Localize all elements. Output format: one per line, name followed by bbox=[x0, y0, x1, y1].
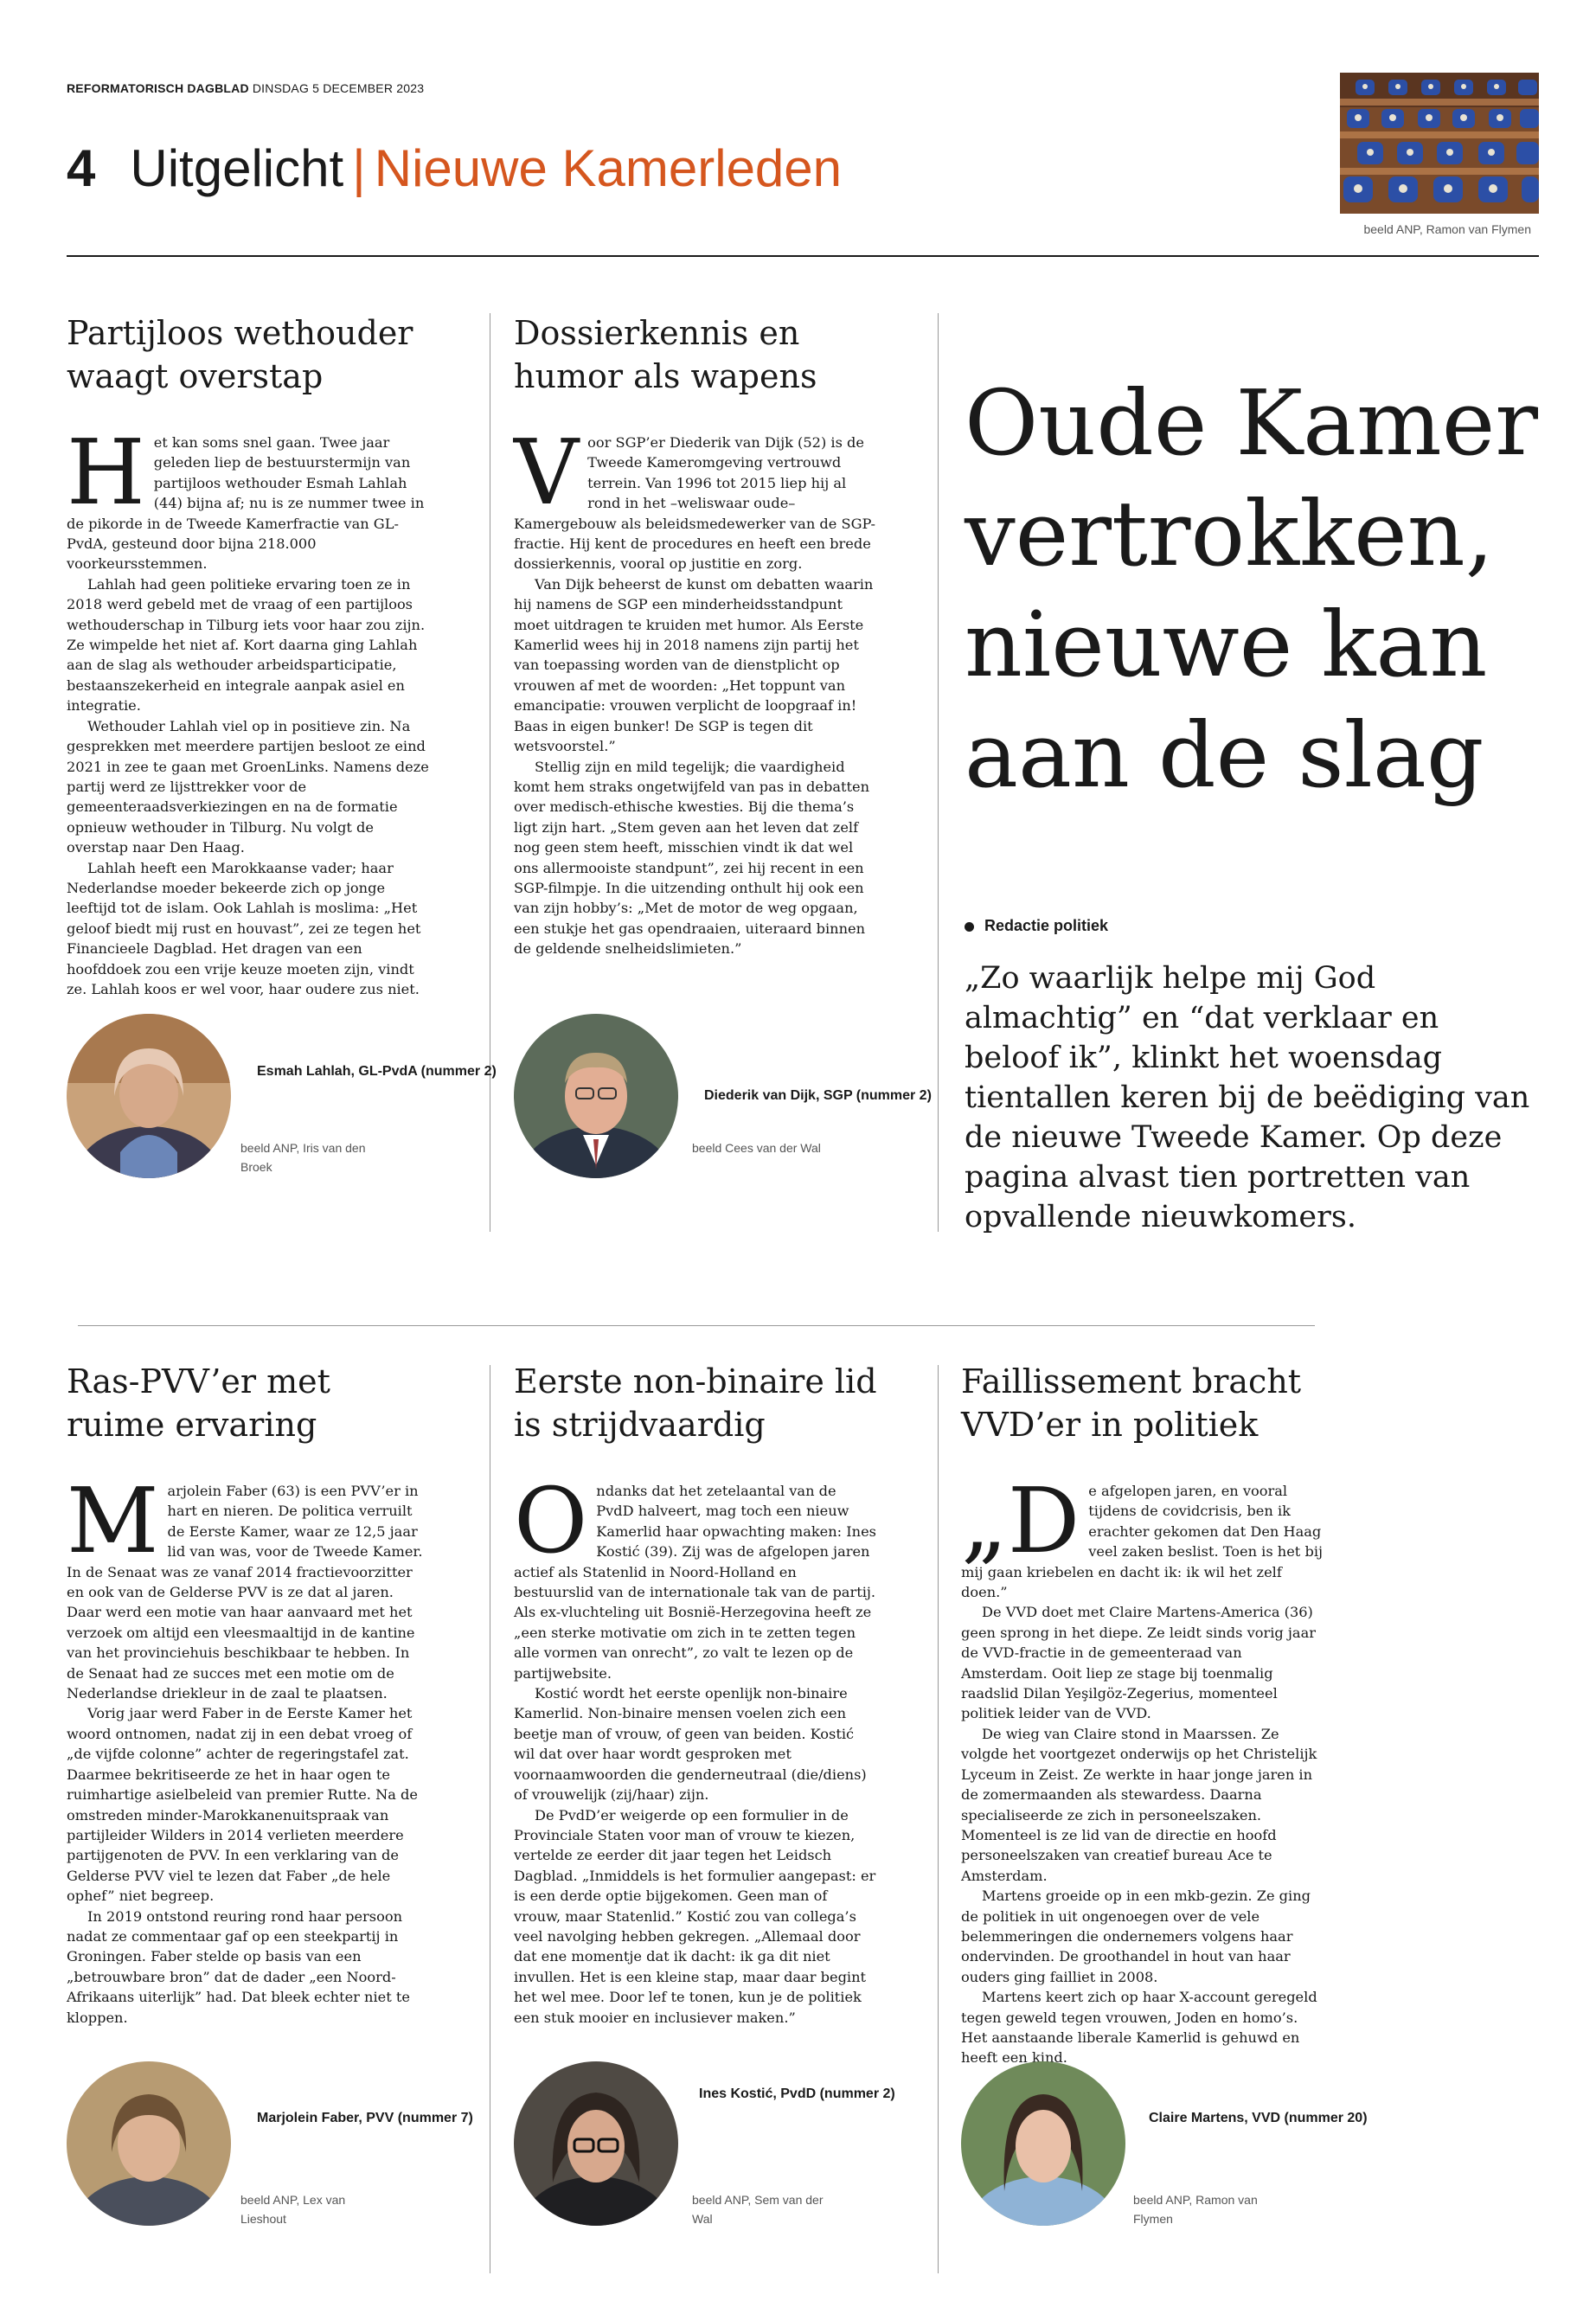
portrait-caption: Diederik van Dijk, SGP (nummer 2) bbox=[704, 1088, 932, 1103]
bullet-icon bbox=[965, 922, 974, 932]
article-van-dijk bbox=[514, 311, 877, 959]
article-body bbox=[67, 1468, 430, 2028]
article-body bbox=[67, 420, 430, 999]
paragraph: Vorig jaar werd Faber in de Eerste Kamer het woord ontnomen, nadat zij in een debat vroeg of „de vijfde colonne” achter de regeringstafel zat. Daarmee bekritiseerde ze het in haar ogen te ruimhartige asielbeleid van premier Rutte. Na de omstreden minder-Marokkanenuitspraak van partijleider Wilders in 2014 verlieten meerdere partijgenoten de PVV. In een verklaring van de Gelderse PVV viel te lezen dat Faber „de hele ophef” niet begreep. bbox=[67, 1705, 418, 1905]
article-body bbox=[514, 420, 877, 959]
portrait-esmah-lahlah bbox=[67, 1014, 231, 1178]
byline-text: Redactie politiek bbox=[984, 917, 1109, 934]
article-headline: Eerste non-binaire lid is strijdvaardig bbox=[514, 1362, 877, 1444]
parliament-seats-photo bbox=[1340, 73, 1539, 214]
article-lahlah bbox=[67, 311, 430, 999]
paragraph: In 2019 ontstond reuring rond haar persoon nadat ze commentaar gaf op een steekpartij in Groningen. Faber stelde op basis van een „betrouwbare bron” dat de dader „een Noord-Afrikaans uiterlijk” had. Dat bleek echter niet te kloppen. bbox=[67, 1907, 410, 2026]
paper-name: REFORMATORISCH DAGBLAD bbox=[67, 81, 249, 95]
paragraph: Lahlah had geen politieke ervaring toen ze in 2018 werd gebeld met de vraag of een partijloos wethouderschap in Tilburg iets voor haar zou zijn. Ze wimpelde het niet af. Kort daarna ging Lahlah aan de slag als wethouder arbeidsparticipatie, bestaanszekerheid en integrale aanpak asiel en integratie. bbox=[67, 575, 426, 715]
lead-headline: Oude Kamer vertrokken, nieuwe kan aan de slag bbox=[965, 369, 1538, 808]
portrait-caption: Esmah Lahlah, GL-PvdA (nummer 2) bbox=[257, 1064, 497, 1079]
article-faber bbox=[67, 1360, 430, 2028]
article-headline: Faillissement bracht VVD’er in politiek bbox=[961, 1362, 1302, 1444]
section-name: Uitgelicht bbox=[130, 139, 344, 197]
dropcap: V bbox=[514, 420, 580, 525]
paragraph: Wethouder Lahlah viel op in positieve zin. Na gesprekken met meerdere partijen besloot ze eind 2021 in zee te gaan met GroenLinks. Namens deze partij werd ze lijsttrekker voor de gemeenteraadsverkiezingen en na de formatie opnieuw wethouder in Tilburg. Nu volgt de overstap naar Den Haag. bbox=[67, 717, 429, 856]
portrait-claire-martens bbox=[961, 2061, 1125, 2226]
portrait-diederik-van-dijk bbox=[514, 1014, 678, 1178]
paragraph: Kostić wordt het eerste openlijk non-binaire Kamerlid. Non-binaire mensen voelen zich een beetje man of vrouw, of geen van beiden. Kostić wil dat over haar wordt gesproken met voornaamwoorden die genderneutraal (die/diens) of vrouwelijk (zij/haar) zijn. bbox=[514, 1685, 867, 1804]
paragraph: e afgelopen jaren, en vooral tijdens de covidcrisis, ben ik erachter gekomen dat Den Haag veel zaken beslist. Toen is het bij mij gaan kriebelen en dacht ik: ik wil het zelf doen.” bbox=[961, 1483, 1324, 1601]
row-divider bbox=[78, 1325, 1315, 1326]
section-topic: Nieuwe Kamerleden bbox=[374, 139, 843, 197]
portrait-ines-kostic bbox=[514, 2061, 678, 2226]
photo-credit: beeld ANP, Lex van Lieshout bbox=[240, 2193, 346, 2226]
masthead bbox=[67, 81, 424, 95]
paragraph: et kan soms snel gaan. Twee jaar geleden liep de bestuurstermijn van partijloos wethouder Esmah Lahlah (44) bijna af; nu is ze nummer twee in de pikorde in de Tweede Kamerfractie van GL-PvdA, gesteund door bijna 218.000 voorkeursstemmen. bbox=[67, 434, 425, 573]
paragraph: De wieg van Claire stond in Maarssen. Ze volgde het voortgezet onderwijs op het Christelijk Lyceum in Zeist. Ze werkte in haar jonge jaren in de zomermaanden als stewardess. Daarna specialiseerde ze zich in personeelszaken. Momenteel is ze lid van de directie en hoofd personeelszaken van creatief bureau Ace te Amsterdam. bbox=[961, 1725, 1317, 1884]
lead-intro: „Zo waarlijk helpe mij God almachtig” en “dat verklaar en beloof ik”, klinkt het woensdag tientallen keren bij de beëdiging van de nieuwe Tweede Kamer. Op deze pagina alvast tien portretten van opvallende nieuwkomers. bbox=[965, 961, 1530, 1234]
column-divider bbox=[938, 313, 939, 1232]
article-body bbox=[514, 1468, 877, 2028]
article-headline: Ras-PVV’er met ruime ervaring bbox=[67, 1362, 330, 1444]
page-number: 4 bbox=[67, 139, 96, 197]
portrait-caption: Claire Martens, VVD (nummer 20) bbox=[1149, 2111, 1368, 2125]
article-body bbox=[961, 1468, 1324, 2068]
article-headline: Dossierkennis en humor als wapens bbox=[514, 314, 817, 395]
photo-credit: beeld ANP, Sem van der Wal bbox=[692, 2193, 824, 2226]
paragraph: oor SGP’er Diederik van Dijk (52) is de Tweede Kameromgeving vertrouwd terrein. Van 1996 tot 2015 liep hij al rond in het –weliswaar oude– Kamergebouw als beleidsmedewerker van de SGP-fractie. Hij kent de procedures en heeft een brede dossierkennis, vooral op justitie en zorg. bbox=[514, 434, 875, 573]
byline bbox=[965, 917, 1108, 935]
header-rule bbox=[67, 255, 1539, 257]
portrait-caption: Marjolein Faber, PVV (nummer 7) bbox=[257, 2111, 473, 2125]
dropcap: H bbox=[67, 420, 145, 525]
paragraph: De PvdD’er weigerde op een formulier in de Provinciale Staten voor man of vrouw te kiezen, vertelde ze eerder dit jaar tegen het Leidsch Dagblad. „Inmiddels is het formulier aangepast: er is een derde optie bijgekomen. Geen man of vrouw, maar Statenlid.” Kostić zou van collega’s veel navolging hebben gekregen. „Allemaal door dat ene momentje dat ik dacht: ik ga dit niet invullen. Het is een kleine stap, maar daar begint het wel mee. Door lef te tonen, kun je de politiek een stuk mooier en inclusiever maken.” bbox=[514, 1806, 876, 2026]
article-martens bbox=[961, 1360, 1324, 2068]
paragraph: arjolein Faber (63) is een PVV’er in hart en nieren. De politica verruilt de Eerste Kamer, waar ze 12,5 jaar lid van was, voor de Tweede Kamer. In de Senaat was ze vanaf 2014 fractievoorzitter en ook van de Gelderse PVV is ze dat al jaren. Daar werd een motie van haar aanvaard met het verzoek om altijd een vleesmaaltijd in de kantine van het provinciehuis beschikbaar te hebben. In de Senaat had ze succes met een motie om de Nederlandse driekleur in de zaal te plaatsen. bbox=[67, 1483, 423, 1702]
paragraph: Stellig zijn en mild tegelijk; die vaardigheid komt hem straks ongetwijfeld van pas in debatten over medisch-ethische kwesties. Bij die thema’s ligt zijn hart. „Stem geven aan het leven dat zelf nog geen stem heeft, misschien vindt ik dat wel ons allermooiste standpunt”, zei hij recent in een SGP-filmpje. In die uitzending onthult hij ook een van zijn hobby’s: „Met de motor de weg opgaan, een stukje het gas opendraaien, uiteraard binnen de geldende snelheidslimieten.” bbox=[514, 758, 869, 958]
photo-credit: beeld Cees van der Wal bbox=[692, 1141, 821, 1155]
paragraph: ndanks dat het zetelaantal van de PvdD halveert, mag toch een nieuw Kamerlid haar opwachting maken: Ines Kostić (39). Zij was de afgelopen jaren actief als Statenlid in Noord-Holland en bestuurslid van de internationale tak van de partij. Als ex-vluchteling uit Bosnië-Herzegovina heeft ze „een sterke motivatie om zich in te zetten tegen alle vormen van onrecht”, zo valt te lezen op de partijwebsite. bbox=[514, 1483, 876, 1682]
dropcap: M bbox=[67, 1468, 159, 1574]
portrait-caption: Ines Kostić, PvdD (nummer 2) bbox=[699, 2086, 895, 2101]
photo-credit: beeld ANP, Ramon van Flymen bbox=[1133, 2193, 1258, 2226]
article-kostic bbox=[514, 1360, 877, 2028]
paragraph: Van Dijk beheerst de kunst om debatten waarin hij namens de SGP een minderheidsstandpunt moet uitdragen te kruiden met humor. Als Eerste Kamerlid wees hij in 2018 namens zijn partij het van toepassing worden van de dienstplicht op vrouwen af met de woorden: „Het toppunt van emancipatie: vrouwen verplicht de loopgraaf in! Baas in eigen bunker! De SGP is tegen dit wetsvoorstel.” bbox=[514, 575, 874, 755]
header-photo-credit: beeld ANP, Ramon van Flymen bbox=[1363, 222, 1531, 236]
article-headline: Partijloos wethouder waagt overstap bbox=[67, 314, 413, 395]
portrait-marjolein-faber bbox=[67, 2061, 231, 2226]
paragraph: De VVD doet met Claire Martens-America (36) geen sprong in het diepe. Ze leidt sinds vorig jaar de VVD-fractie in de gemeenteraad van Amsterdam. Ooit liep ze stage bij toenmalig raadslid Dilan Yeşilgöz-Zegerius, momenteel politiek leider van de VVD. bbox=[961, 1604, 1316, 1722]
dropcap: O bbox=[514, 1468, 588, 1574]
paragraph: Lahlah heeft een Marokkaanse vader; haar Nederlandse moeder bekeerde zich op jonge leeftijd tot de islam. Ook Lahlah is moslima: „Het geloof biedt mij rust en houvast”, zei ze tegen het Financieele Dagblad. Het dragen van een hoofddoek zou een vrije keuze moeten zijn, vindt ze. Lahlah koos er wel voor, haar oudere zus niet. bbox=[67, 859, 421, 997]
paragraph: Martens groeide op in een mkb-gezin. Ze ging de politiek in uit ongenoegen over de vele belemmeringen die ondernemers volgens haar ondervinden. De groothandel in hout van haar ouders ging failliet in 2008. bbox=[961, 1888, 1311, 1985]
dropcap: „D bbox=[961, 1468, 1080, 1574]
page-header bbox=[67, 138, 842, 199]
section-separator: | bbox=[352, 139, 366, 197]
column-divider bbox=[938, 1365, 939, 2273]
issue-date: DINSDAG 5 DECEMBER 2023 bbox=[252, 81, 425, 95]
photo-credit: beeld ANP, Iris van den Broek bbox=[240, 1141, 366, 1174]
paragraph: Martens keert zich op haar X-account geregeld tegen geweld tegen vrouwen, Joden en homo’s. Het aanstaande liberale Kamerlid is gehuwd en heeft een kind. bbox=[961, 1989, 1317, 2067]
